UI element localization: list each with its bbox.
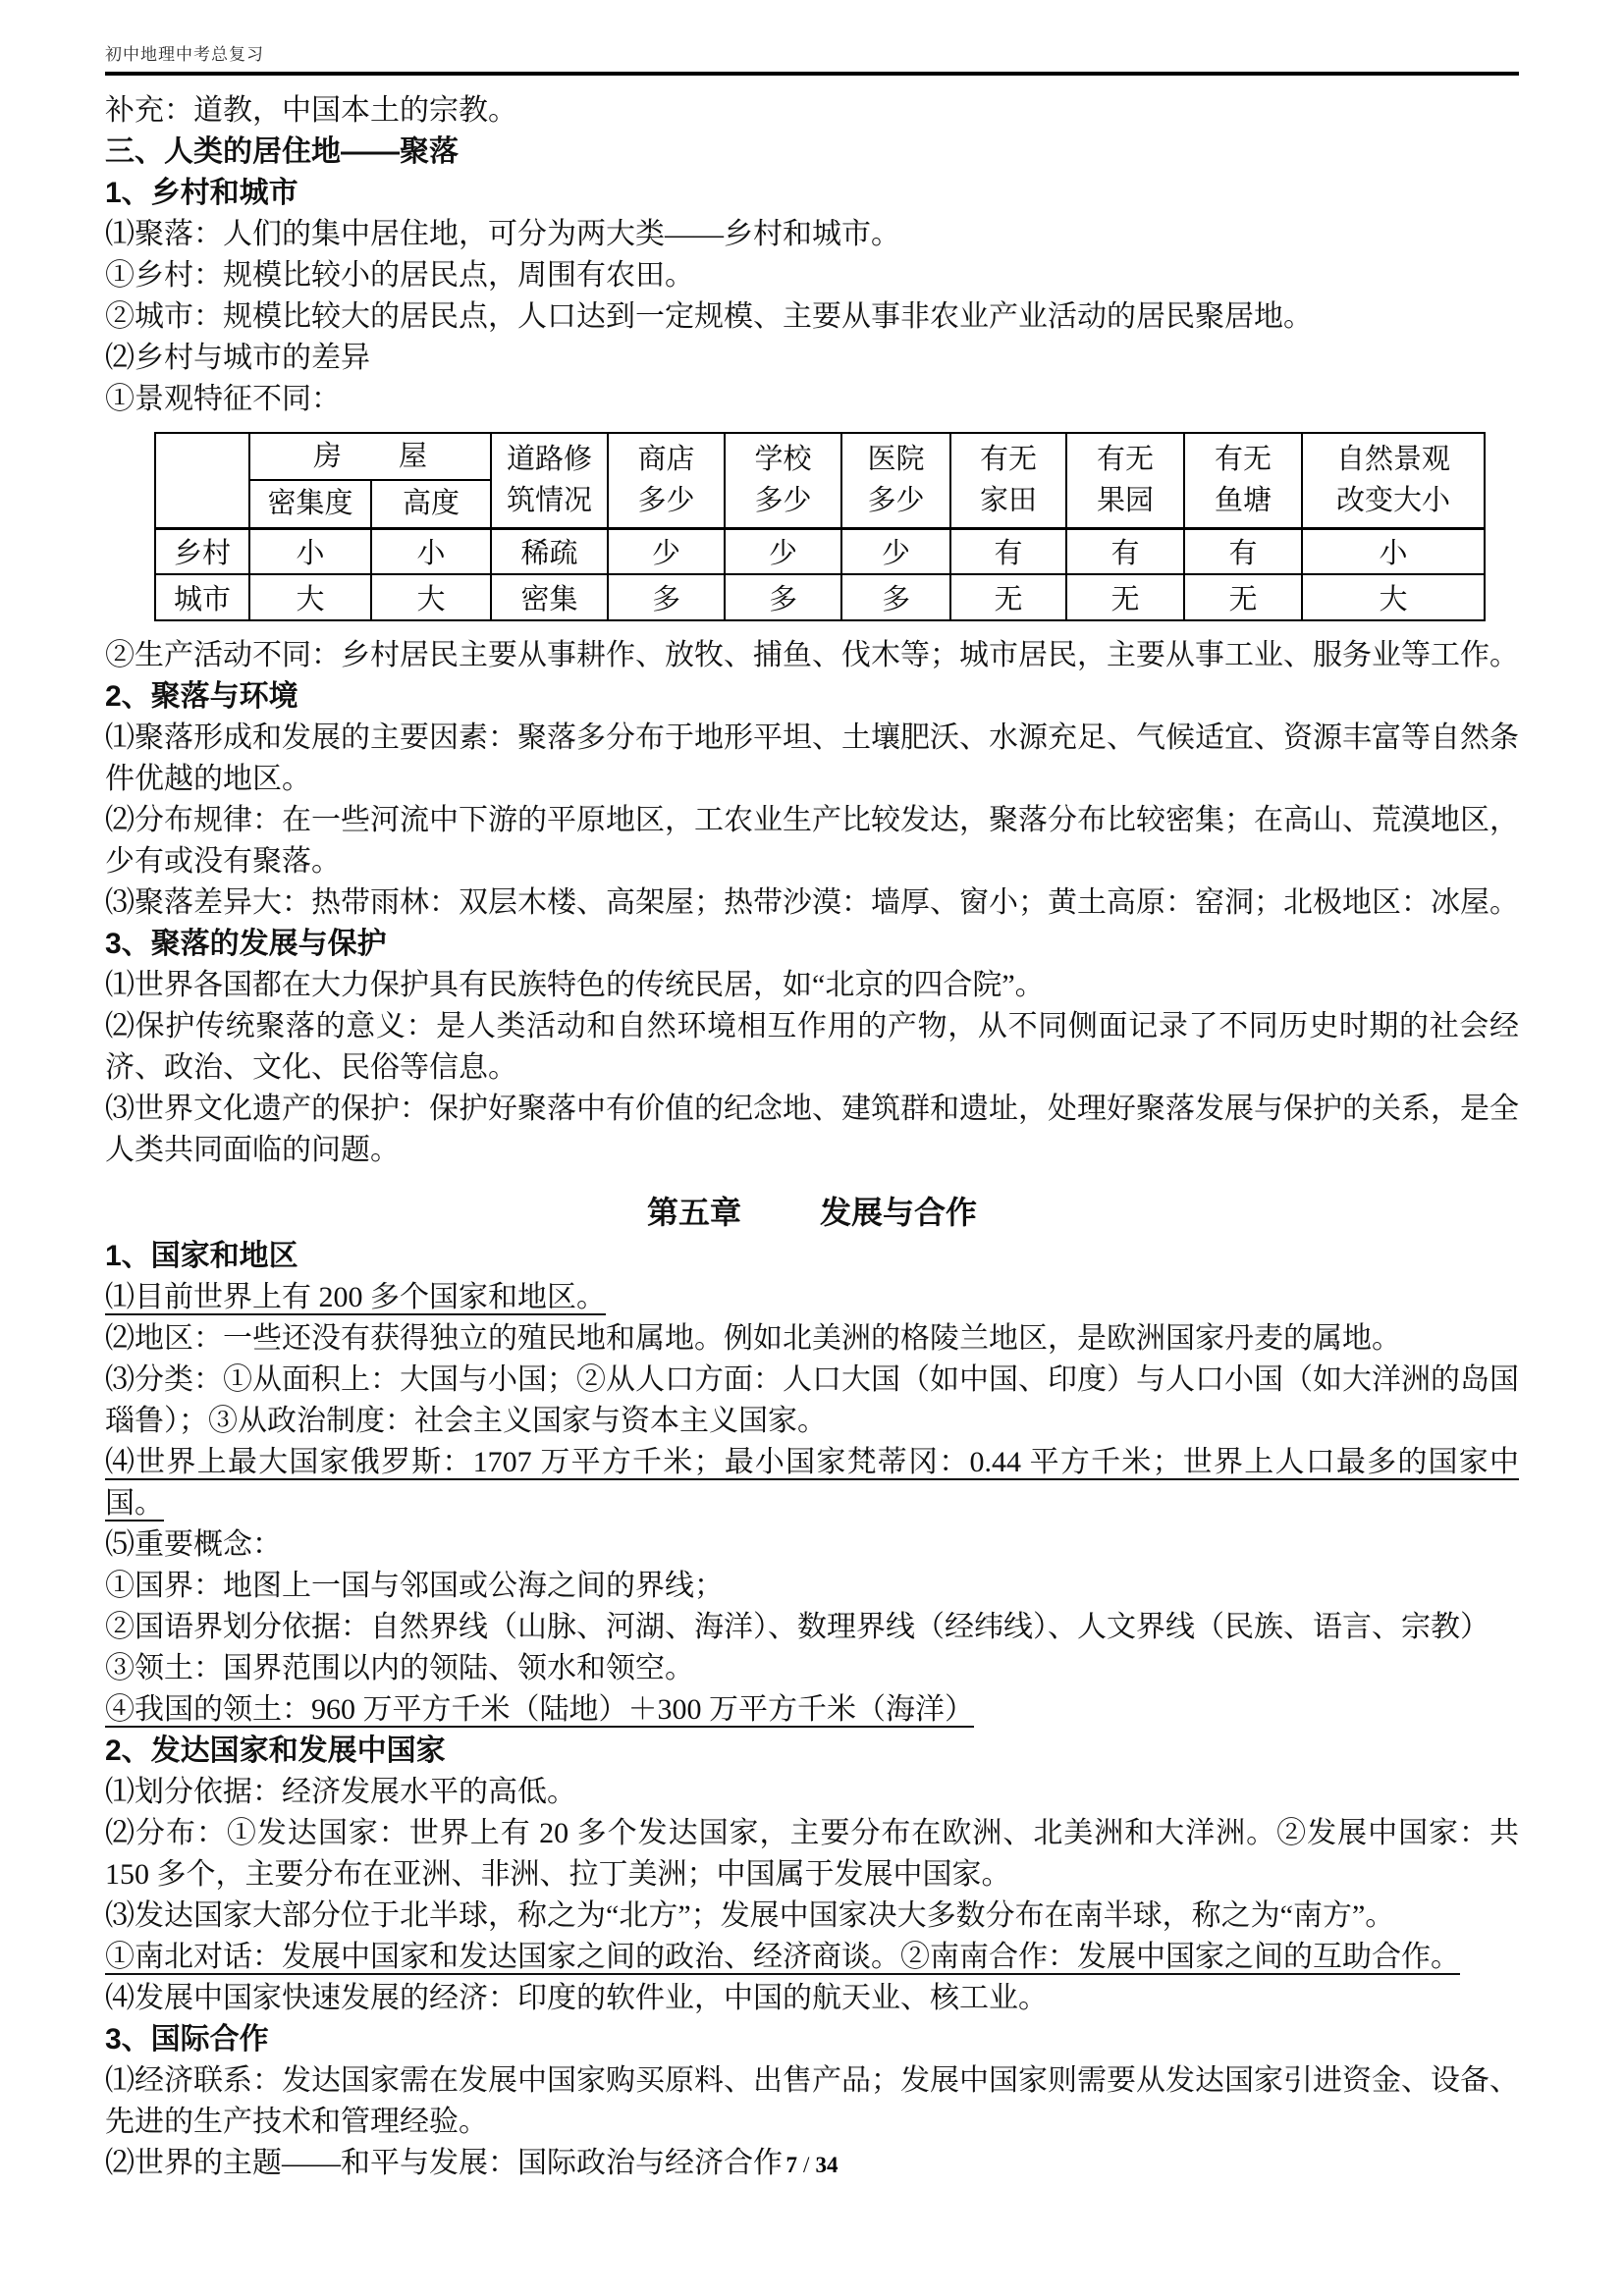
table-header-house-group: 房 屋 <box>249 433 491 480</box>
paragraph-underlined: ①南北对话：发展中国家和发达国家之间的政治、经济商谈。②南南合作：发展中国家之间的互助合作。 <box>105 1941 1460 1973</box>
table-cell: 大 <box>371 574 491 620</box>
table-header-orchard <box>1066 433 1184 528</box>
header-line: 有无 <box>1215 444 1272 476</box>
subsection-heading-international-cooperation: 3、国际合作 <box>105 2023 269 2056</box>
paragraph-underlined: ④我国的领土：960 万平方千米（陆地）＋300 万平方千米（海洋） <box>105 1693 974 1726</box>
paragraph: ⑷发展中国家快速发展的经济：印度的软件业，中国的航天业、核工业。 <box>105 1982 1048 2014</box>
para-supplement: 补充：道教，中国本土的宗教。 <box>105 94 517 127</box>
table-cell: 小 <box>371 528 491 574</box>
paragraph: ⑵分布规律：在一些河流中下游的平原地区，工农业生产比较发达，聚落分布比较密集；在高山、荒漠地区，少有或没有聚落。 <box>105 804 1519 878</box>
paragraph: ⑴聚落：人们的集中居住地，可分为两大类——乡村和城市。 <box>105 218 900 250</box>
header-line: 有无 <box>980 444 1038 476</box>
table-cell: 少 <box>608 528 725 574</box>
paragraph: ⑴聚落形成和发展的主要因素：聚落多分布于地形平坦、土壤肥沃、水源充足、气候适宜、资源丰富等自然条件优越的地区。 <box>105 721 1519 795</box>
table-row-village <box>155 528 1485 574</box>
chapter-number: 第五章 <box>646 1195 741 1230</box>
header-line: 改变大小 <box>1336 485 1451 517</box>
table-header-roads <box>491 433 608 528</box>
paragraph: ②国语界划分依据：自然界线（山脉、河湖、海洋）、数理界线（经纬线）、人文界线（民族、语言、宗教） <box>105 1611 1489 1643</box>
table-cell: 少 <box>841 528 950 574</box>
page-number-separator: / <box>803 2153 810 2177</box>
header-line: 自然景观 <box>1336 444 1451 476</box>
table-cell: 无 <box>950 574 1066 620</box>
paragraph: ⑴世界各国都在大力保护具有民族特色的传统民居，如“北京的四合院”。 <box>105 969 1045 1001</box>
table-cell: 有 <box>1184 528 1302 574</box>
table-cell: 有 <box>950 528 1066 574</box>
paragraph: ②生产活动不同：乡村居民主要从事耕作、放牧、捕鱼、伐木等；城市居民，主要从事工业、服务业等工作。 <box>105 639 1519 671</box>
row-label: 城市 <box>155 574 249 620</box>
paragraph: ⑵分布：①发达国家：世界上有 20 多个发达国家，主要分布在欧洲、北美洲和大洋洲。②发展中国家：共 150 多个，主要分布在亚洲、非洲、拉丁美洲；中国属于发展中国家。 <box>105 1817 1519 1891</box>
table-cell: 小 <box>1302 528 1485 574</box>
subsection-heading-developed-developing: 2、发达国家和发展中国家 <box>105 1735 446 1767</box>
header-line: 多少 <box>867 485 925 517</box>
subsection-heading-village-city: 1、乡村和城市 <box>105 177 298 209</box>
header-rule <box>105 72 1519 76</box>
table-header-landscape <box>1302 433 1485 528</box>
document-content <box>105 90 1519 2184</box>
table-cell: 无 <box>1184 574 1302 620</box>
paragraph: ⑶发达国家大部分位于北半球，称之为“北方”；发展中国家决大多数分布在南半球，称之为“南方”。 <box>105 1899 1395 1932</box>
subsection-heading-settlement-environment: 2、聚落与环境 <box>105 680 298 713</box>
header-line: 家田 <box>980 485 1038 517</box>
total-page-count: 34 <box>815 2153 839 2177</box>
table-header-height: 高度 <box>371 480 491 528</box>
paragraph: ①景观特征不同： <box>105 383 341 415</box>
table-corner-cell <box>155 433 249 528</box>
paragraph: ⑴划分依据：经济发展水平的高低。 <box>105 1776 576 1808</box>
table-header-fishpond <box>1184 433 1302 528</box>
running-header-title: 初中地理中考总复习 <box>105 45 264 64</box>
table-cell: 多 <box>725 574 841 620</box>
current-page-number: 7 <box>785 2153 798 2177</box>
paragraph: ⑶世界文化遗产的保护：保护好聚落中有价值的纪念地、建筑群和遗址，处理好聚落发展与保护的关系，是全人类共同面临的问题。 <box>105 1093 1519 1166</box>
header-line: 商店 <box>637 444 695 476</box>
paragraph: ⑸重要概念： <box>105 1528 282 1561</box>
chapter-title: 发展与合作 <box>820 1195 978 1230</box>
header-line: 鱼塘 <box>1215 485 1272 517</box>
paragraph: ⑵世界的主题——和平与发展：国际政治与经济合作 <box>105 2147 783 2179</box>
section-heading-residence: 三、人类的居住地——聚落 <box>105 135 459 168</box>
paragraph: ⑶聚落差异大：热带雨林：双层木楼、高架屋；热带沙漠：墙厚、窗小；黄土高原：窑洞；北极地区：冰屋。 <box>105 886 1519 919</box>
paragraph: ③领土：国界范围以内的领陆、领水和领空。 <box>105 1652 694 1684</box>
header-line: 多少 <box>754 485 812 517</box>
header-line: 道路修 <box>507 444 593 476</box>
table-cell: 密集 <box>491 574 608 620</box>
paragraph: ①乡村：规模比较小的居民点，周围有农田。 <box>105 259 694 292</box>
paragraph: ⑵保护传统聚落的意义：是人类活动和自然环境相互作用的产物，从不同侧面记录了不同历史时期的社会经济、政治、文化、民俗等信息。 <box>105 1010 1519 1084</box>
header-line: 果园 <box>1097 485 1155 517</box>
table-cell: 多 <box>608 574 725 620</box>
table-cell: 稀疏 <box>491 528 608 574</box>
table-header-density: 密集度 <box>249 480 371 528</box>
row-label: 乡村 <box>155 528 249 574</box>
table-cell: 有 <box>1066 528 1184 574</box>
table-cell: 大 <box>1302 574 1485 620</box>
table-row-city <box>155 574 1485 620</box>
running-header <box>105 45 1519 65</box>
table-cell: 大 <box>249 574 371 620</box>
table-header-shops <box>608 433 725 528</box>
table-header-hospitals <box>841 433 950 528</box>
page-number <box>0 2152 1624 2179</box>
header-line: 学校 <box>754 444 812 476</box>
table-cell: 小 <box>249 528 371 574</box>
paragraph: ⑵地区：一些还没有获得独立的殖民地和属地。例如北美洲的格陵兰地区，是欧洲国家丹麦的属地。 <box>105 1322 1401 1355</box>
header-line: 筑情况 <box>507 485 593 517</box>
paragraph-underlined: ⑷世界上最大国家俄罗斯：1707 万平方千米；最小国家梵蒂冈：0.44 平方千米；世界上人口最多的国家中国。 <box>105 1446 1519 1520</box>
paragraph: ⑴经济联系：发达国家需在发展中国家购买原料、出售产品；发展中国家则需要从发达国家引进资金、设备、先进的生产技术和管理经验。 <box>105 2064 1519 2138</box>
subsection-heading-settlement-protection: 3、聚落的发展与保护 <box>105 928 387 960</box>
paragraph: ⑶分类：①从面积上：大国与小国；②从人口方面：人口大国（如中国、印度）与人口小国（如大洋洲的岛国瑙鲁）；③从政治制度：社会主义国家与资本主义国家。 <box>105 1363 1519 1437</box>
table-header-schools <box>725 433 841 528</box>
table-cell: 少 <box>725 528 841 574</box>
table-cell: 多 <box>841 574 950 620</box>
header-line: 有无 <box>1097 444 1155 476</box>
village-city-comparison-table <box>154 432 1486 621</box>
subsection-heading-countries-regions: 1、国家和地区 <box>105 1240 298 1272</box>
paragraph: ⑵乡村与城市的差异 <box>105 342 370 374</box>
header-line: 医院 <box>867 444 925 476</box>
paragraph: ②城市：规模比较大的居民点，人口达到一定规模、主要从事非农业产业活动的居民聚居地。 <box>105 300 1313 333</box>
paragraph-underlined: ⑴目前世界上有 200 多个国家和地区。 <box>105 1281 606 1313</box>
chapter-heading <box>105 1191 1519 1234</box>
table-cell: 无 <box>1066 574 1184 620</box>
table-header-farmland <box>950 433 1066 528</box>
header-line: 多少 <box>637 485 695 517</box>
paragraph: ①国界：地图上一国与邻国或公海之间的界线； <box>105 1570 724 1602</box>
